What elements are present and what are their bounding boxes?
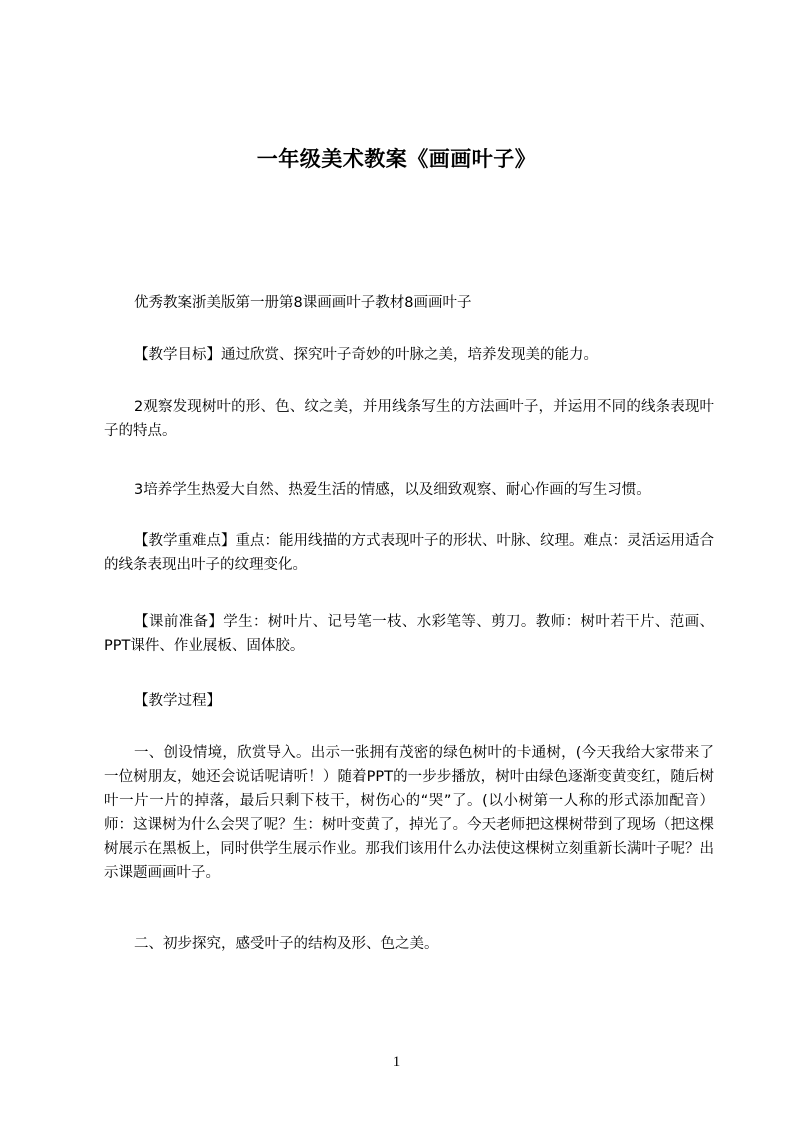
key-difficulty-paragraph: 【教学重难点】重点：能用线描的方式表现叶子的形状、叶脉、纹理。难点：灵活运用适合的线条表现出叶子的纹理变化。 <box>104 533 714 573</box>
intro-paragraph: 优秀教案浙美版第一册第8课画画叶子教材8画画叶子 <box>134 295 472 311</box>
step-1-paragraph: 一、创设情境，欣赏导入。出示一张拥有茂密的绿色树叶的卡通树，(今天我给大家带来了一位树朋友，她还会说话呢请听！）随着PPT的一步步播放，树叶由绿色逐渐变黄变红，随后树叶一片一片的掉落，最后只剩下枝干，树伤心的“哭”了。(以小树第一人称的形式添加配音）师：这课树为什么会哭了呢？生：树叶变黄了，掉光了。今天老师把这棵树带到了现场（把这棵树展示在黑板上，同时供学生展示作业。那我们该用什么办法使这棵树立刻重新长满叶子呢？出示课题画画叶子。 <box>104 745 714 881</box>
page-number: 1 <box>392 1054 401 1070</box>
teaching-goal-paragraph: 【教学目标】通过欣赏、探究叶子奇妙的叶脉之美，培养发现美的能力。 <box>134 347 598 363</box>
preparation-paragraph: 【课前准备】学生：树叶片、记号笔一枝、水彩笔等、剪刀。教师：树叶若干片、范画、PPT课件、作业展板、固体胶。 <box>104 614 714 654</box>
step-2-paragraph: 二、初步探究，感受叶子的结构及形、色之美。 <box>134 936 439 952</box>
document-title: 一年级美术教案《画画叶子》 <box>256 147 537 171</box>
process-heading: 【教学过程】 <box>134 693 221 709</box>
goal-2-paragraph: 2观察发现树叶的形、色、纹之美，并用线条写生的方法画叶子，并运用不同的线条表现叶子的特点。 <box>104 399 714 439</box>
goal-3-paragraph: 3培养学生热爱大自然、热爱生活的情感，以及细致观察、耐心作画的写生习惯。 <box>134 482 651 498</box>
